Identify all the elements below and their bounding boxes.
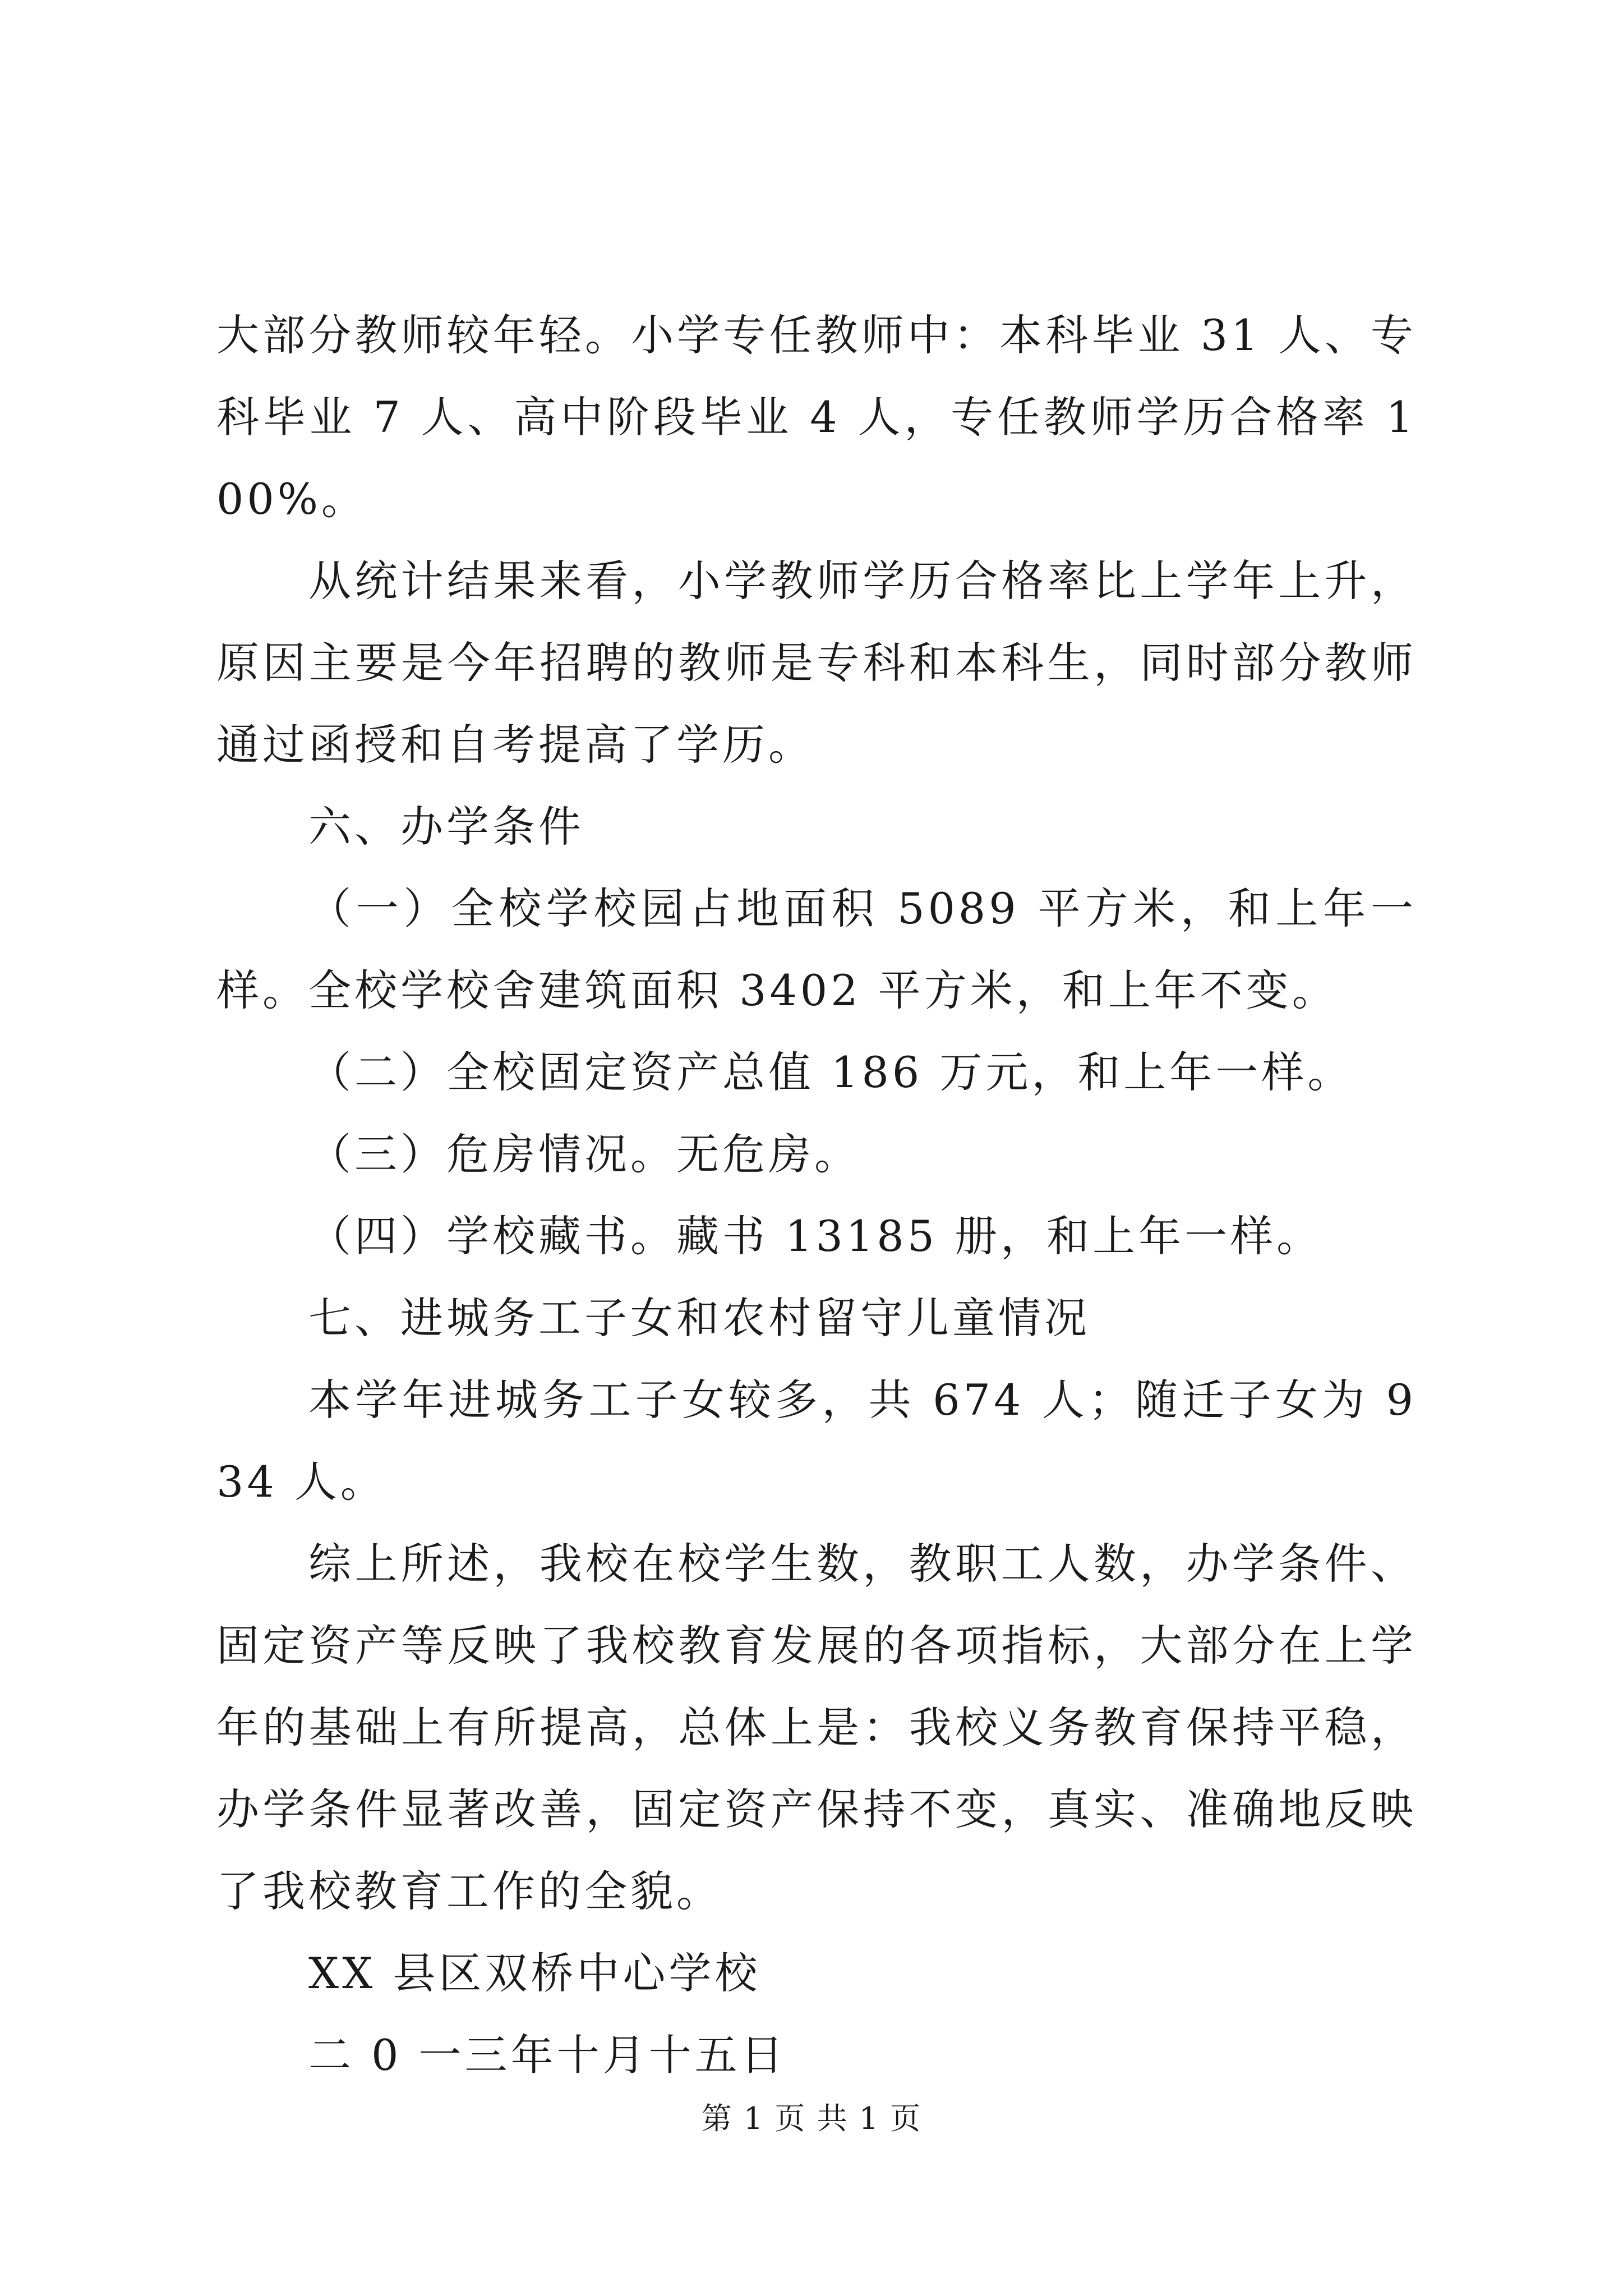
paragraph-statistics-result: 从统计结果来看，小学教师学历合格率比上学年上升，原因主要是今年招聘的教师是专科和本科生，同时部分教师通过函授和自考提高了学历。: [216, 556, 1417, 770]
paragraph-fixed-assets: （二）全校固定资产总值 186 万元，和上年一样。: [308, 1047, 1354, 1097]
signature-school: XX 县区双桥中心学校: [308, 1948, 761, 1998]
signature-date: 二 0 一三年十月十五日: [308, 2030, 787, 2080]
paragraph-summary: 综上所述，我校在校学生数，教职工人数，办学条件、固定资产等反映了我校教育发展的各项指标，大部分在上学年的基础上有所提高，总体上是：我校义务教育保持平稳，办学条件显著改善，固定资产保持不变，真实、准确地反映了我校教育工作的全貌。: [216, 1539, 1417, 1916]
paragraph-migrant-count: 本学年进城务工子女较多，共 674 人；随迁子女为 934 人。: [216, 1375, 1417, 1507]
document-body: [216, 295, 1417, 2096]
paragraph-library: （四）学校藏书。藏书 13185 册，和上年一样。: [308, 1211, 1323, 1261]
paragraph-teacher-education: 大部分教师较年轻。小学专任教师中：本科毕业 31 人、专科毕业 7 人、高中阶段毕业 4 人，专任教师学历合格率 100%。: [216, 310, 1417, 524]
heading-school-conditions: 六、办学条件: [308, 802, 584, 852]
paragraph-campus-area: （一）全校学校园占地面积 5089 平方米，和上年一样。全校学校舍建筑面积 3402 平方米，和上年不变。: [216, 884, 1417, 1015]
paragraph-dangerous-buildings: （三）危房情况。无危房。: [308, 1129, 860, 1179]
heading-migrant-children: 七、进城务工子女和农村留守儿童情况: [308, 1293, 1090, 1343]
page-footer: 第 1 页 共 1 页: [701, 2101, 922, 2136]
